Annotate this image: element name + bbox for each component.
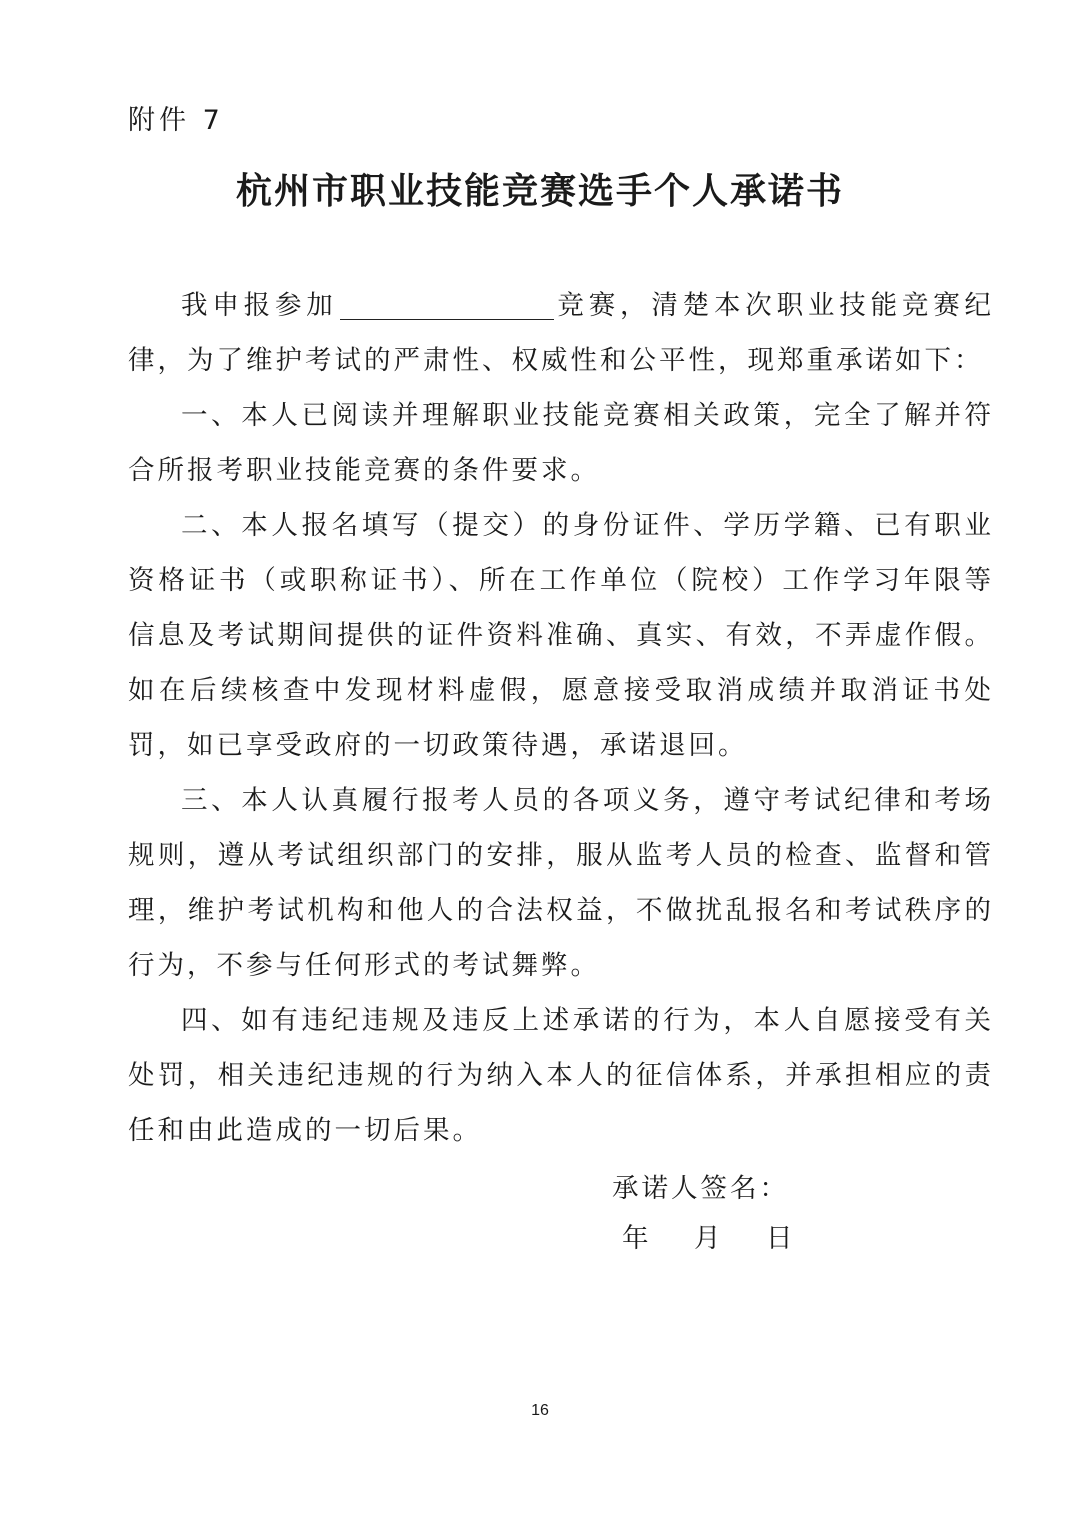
intro-before-blank: 我申报参加: [181, 290, 338, 321]
intro-paragraph: [128, 278, 994, 388]
date-year: 年: [622, 1223, 649, 1254]
date-day: 日: [766, 1223, 793, 1254]
date-row: [622, 1216, 793, 1255]
document-title: 杭州市职业技能竞赛选手个人承诺书: [235, 170, 844, 212]
clause-3: 三、本人认真履行报考人员的各项义务，遵守考试纪律和考场规则，遵从考试组织部门的安排，服从监考人员的检查、监督和管理，维护考试机构和他人的合法权益，不做扰乱报名和考试秩序的行为，不参与任何形式的考试舞弊。: [128, 785, 994, 981]
date-month: 月: [694, 1223, 721, 1254]
signature-label: 承诺人签名：: [612, 1173, 789, 1204]
intro-after-blank: 竞赛，清楚本次职业技能竞赛纪律，为了维护考试的严肃性、权威性和公平性，现郑重承诺如下：: [128, 290, 995, 376]
document-body: [128, 278, 994, 1158]
attachment-label: 附件 7: [128, 105, 224, 136]
competition-name-blank: [340, 283, 554, 320]
clause-1: 一、本人已阅读并理解职业技能竞赛相关政策，完全了解并符合所报考职业技能竞赛的条件要求。: [128, 400, 994, 486]
clause-2: 二、本人报名填写（提交）的身份证件、学历学籍、已有职业资格证书（或职称证书）、所在工作单位（院校）工作学习年限等信息及考试期间提供的证件资料准确、真实、有效，不弄虚作假。如在后续核查中发现材料虚假，愿意接受取消成绩并取消证书处罚，如已享受政府的一切政策待遇，承诺退回。: [128, 510, 994, 761]
clause-4: 四、如有违纪违规及违反上述承诺的行为，本人自愿接受有关处罚，相关违纪违规的行为纳入本人的征信体系，并承担相应的责任和由此造成的一切后果。: [128, 1005, 994, 1146]
page-number: 16: [531, 1402, 549, 1419]
